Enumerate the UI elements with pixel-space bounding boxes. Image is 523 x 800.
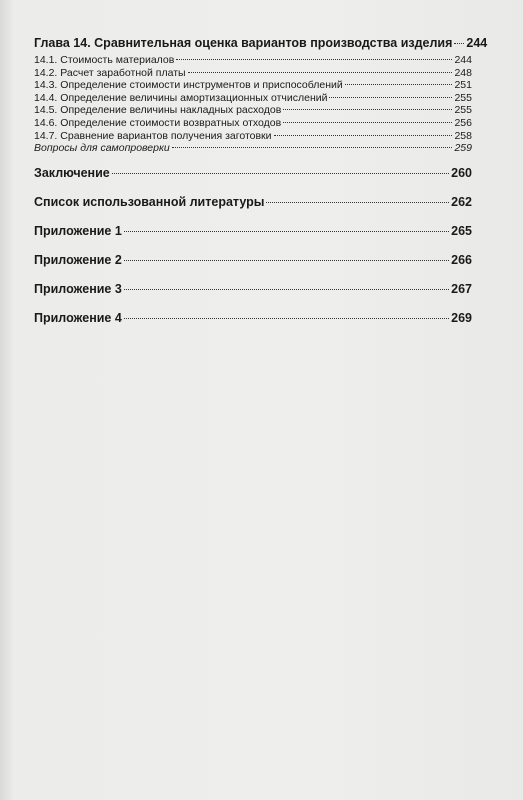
toc-entry-label: Заключение bbox=[34, 165, 110, 180]
toc-entry-label: Глава 14. Сравнительная оценка вариантов производства изделия bbox=[34, 36, 453, 50]
toc-entry-appendix-3 bbox=[34, 282, 472, 300]
toc-entry-section bbox=[34, 117, 472, 130]
dot-leader bbox=[124, 231, 449, 232]
toc-entry-page: 248 bbox=[454, 66, 472, 79]
toc-entry-conclusion bbox=[34, 166, 472, 184]
toc-entry-section bbox=[34, 130, 472, 143]
toc-entry-label: 14.7. Сравнение вариантов получения заготовки bbox=[34, 129, 272, 142]
toc-entry-page: 244 bbox=[454, 54, 472, 66]
toc-entry-label: 14.5. Определение величины накладных расходов bbox=[34, 104, 282, 117]
toc-entry-page: 258 bbox=[454, 129, 472, 142]
dot-leader bbox=[176, 59, 452, 60]
toc-entry-page: 262 bbox=[451, 194, 472, 209]
toc-entry-section bbox=[34, 67, 472, 80]
toc-entry-appendix-4 bbox=[34, 311, 472, 329]
toc-entry-page: 267 bbox=[451, 281, 472, 296]
toc-entry-page: 244 bbox=[466, 36, 488, 50]
dot-leader bbox=[329, 97, 452, 98]
dot-leader bbox=[112, 173, 449, 174]
toc-entry-page: 259 bbox=[454, 142, 472, 155]
dot-leader bbox=[266, 202, 449, 203]
toc-entry-label: Приложение 4 bbox=[34, 310, 122, 325]
toc-entry-section bbox=[34, 54, 472, 67]
toc-entry-appendix-1 bbox=[34, 224, 472, 242]
toc-entry-appendix-2 bbox=[34, 253, 472, 271]
toc-entry-page: 255 bbox=[454, 91, 472, 104]
toc-entry-label: Вопросы для самопроверки bbox=[34, 142, 170, 155]
dot-leader bbox=[188, 72, 453, 73]
toc-entry-label: Список использованной литературы bbox=[34, 194, 265, 209]
dot-leader bbox=[454, 43, 464, 44]
toc-entry-references bbox=[34, 195, 472, 213]
toc-entry-page: 269 bbox=[451, 310, 472, 325]
dot-leader bbox=[274, 135, 453, 136]
toc-entry-page: 265 bbox=[451, 223, 472, 238]
toc-entry-page: 255 bbox=[454, 104, 472, 117]
toc-entry-section bbox=[34, 79, 472, 92]
toc-entry-label: 14.3. Определение стоимости инструментов и приспособлений bbox=[34, 79, 343, 92]
toc-entry-chapter-14 bbox=[34, 36, 488, 54]
toc-entry-questions bbox=[34, 142, 472, 155]
toc-entry-label: Приложение 3 bbox=[34, 281, 122, 296]
dot-leader bbox=[345, 84, 453, 85]
toc-entry-section bbox=[34, 92, 472, 105]
toc-entry-label: 14.1. Стоимость материалов bbox=[34, 54, 175, 66]
dot-leader bbox=[283, 122, 452, 123]
dot-leader bbox=[124, 289, 449, 290]
toc-entry-section bbox=[34, 104, 472, 117]
toc-entry-page: 260 bbox=[451, 165, 472, 180]
toc-entry-label: 14.4. Определение величины амортизационных отчислений bbox=[34, 91, 328, 104]
toc-entry-label: Приложение 2 bbox=[34, 252, 122, 267]
toc-entry-page: 251 bbox=[454, 79, 472, 92]
dot-leader bbox=[124, 260, 449, 261]
bleed-through-title bbox=[150, 345, 157, 375]
dot-leader bbox=[283, 109, 452, 110]
toc-entry-page: 266 bbox=[451, 252, 472, 267]
toc-entry-label: 14.6. Определение стоимости возвратных отходов bbox=[34, 116, 282, 129]
toc-entry-page: 256 bbox=[454, 116, 472, 129]
toc-entry-label: 14.2. Расчет заработной платы bbox=[34, 66, 186, 79]
dot-leader bbox=[172, 147, 453, 148]
table-of-contents bbox=[34, 36, 488, 329]
toc-entry-label: Приложение 1 bbox=[34, 223, 122, 238]
dot-leader bbox=[124, 318, 449, 319]
